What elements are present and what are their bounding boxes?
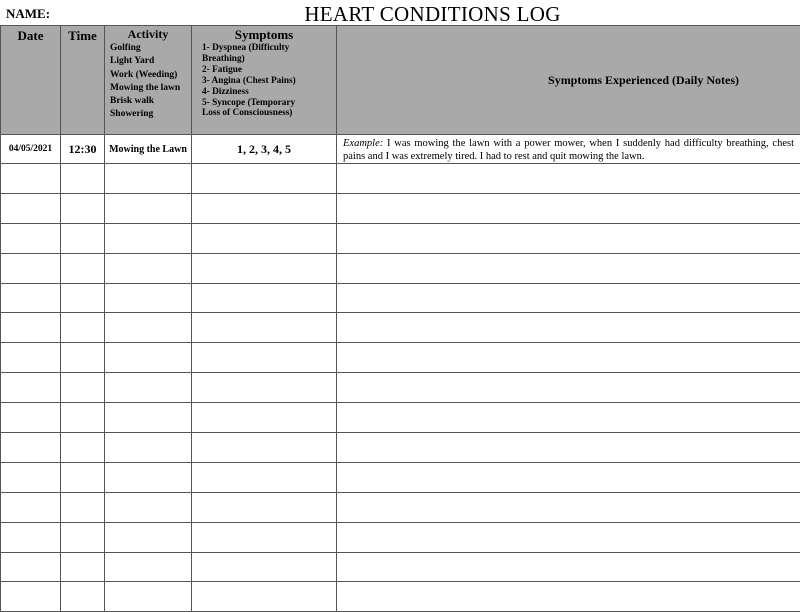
symptom-option: 1- Dyspnea (Difficulty <box>197 43 336 54</box>
symptom-option: Loss of Consciousness) <box>197 108 336 119</box>
symptoms-cell[interactable] <box>192 193 337 223</box>
activity-cell[interactable] <box>105 462 192 492</box>
log-row <box>1 164 800 194</box>
date-cell[interactable] <box>1 552 61 582</box>
notes-cell[interactable] <box>337 343 800 373</box>
column-header-time: Time <box>61 26 105 135</box>
log-row <box>1 552 800 582</box>
symptoms-cell[interactable] <box>192 313 337 343</box>
header-row <box>1 26 800 135</box>
activity-option: Showering <box>110 108 191 121</box>
activity-cell[interactable] <box>105 223 192 253</box>
log-row <box>1 313 800 343</box>
example-row <box>1 135 800 164</box>
symptoms-options-list <box>192 43 336 119</box>
example-notes[interactable] <box>337 135 800 164</box>
notes-cell[interactable] <box>337 552 800 582</box>
notes-cell[interactable] <box>337 253 800 283</box>
symptoms-cell[interactable] <box>192 462 337 492</box>
date-cell[interactable] <box>1 343 61 373</box>
activity-cell[interactable] <box>105 552 192 582</box>
example-notes-text: I was mowing the lawn with a power mower, when I suddenly had difficulty breathing, chest pains and I was extremely tired. I had to rest and quit mowing the lawn. <box>343 138 794 162</box>
symptoms-cell[interactable] <box>192 522 337 552</box>
activity-option: Light Yard <box>110 55 191 68</box>
activity-cell[interactable] <box>105 373 192 403</box>
time-cell[interactable] <box>61 313 105 343</box>
time-cell[interactable] <box>61 582 105 612</box>
name-label: NAME: <box>6 6 50 22</box>
notes-cell[interactable] <box>337 223 800 253</box>
log-table <box>0 25 800 612</box>
symptoms-cell[interactable] <box>192 223 337 253</box>
time-cell[interactable] <box>61 223 105 253</box>
symptoms-cell[interactable] <box>192 283 337 313</box>
activity-cell[interactable] <box>105 283 192 313</box>
date-cell[interactable] <box>1 403 61 433</box>
activity-cell[interactable] <box>105 313 192 343</box>
activity-cell[interactable] <box>105 253 192 283</box>
notes-cell[interactable] <box>337 582 800 612</box>
date-cell[interactable] <box>1 522 61 552</box>
activity-cell[interactable] <box>105 343 192 373</box>
date-cell[interactable] <box>1 582 61 612</box>
date-cell[interactable] <box>1 193 61 223</box>
activity-cell[interactable] <box>105 403 192 433</box>
time-cell[interactable] <box>61 522 105 552</box>
time-cell[interactable] <box>61 462 105 492</box>
activity-cell[interactable] <box>105 492 192 522</box>
log-row <box>1 193 800 223</box>
notes-cell[interactable] <box>337 283 800 313</box>
activity-cell[interactable] <box>105 164 192 194</box>
log-row <box>1 433 800 463</box>
log-row <box>1 492 800 522</box>
column-header-notes <box>337 26 800 135</box>
log-row <box>1 283 800 313</box>
example-time[interactable]: 12:30 <box>61 135 105 164</box>
column-header-symptoms <box>192 26 337 135</box>
symptoms-cell[interactable] <box>192 403 337 433</box>
date-cell[interactable] <box>1 492 61 522</box>
notes-cell[interactable] <box>337 403 800 433</box>
log-row <box>1 403 800 433</box>
symptoms-cell[interactable] <box>192 552 337 582</box>
example-date[interactable]: 04/05/2021 <box>1 135 61 164</box>
activity-option: Golfing <box>110 42 191 55</box>
date-cell[interactable] <box>1 164 61 194</box>
activity-cell[interactable] <box>105 522 192 552</box>
symptom-option: 5- Syncope (Temporary <box>197 98 336 109</box>
activity-option: Mowing the lawn <box>110 82 191 95</box>
example-label: Example: <box>343 138 383 149</box>
time-cell[interactable] <box>61 253 105 283</box>
symptom-option: Breathing) <box>197 54 336 65</box>
page-title: HEART CONDITIONS LOG <box>0 2 800 27</box>
column-header-date: Date <box>1 26 61 135</box>
notes-cell[interactable] <box>337 373 800 403</box>
activity-cell[interactable] <box>105 433 192 463</box>
date-cell[interactable] <box>1 253 61 283</box>
column-header-activity <box>105 26 192 135</box>
log-row <box>1 343 800 373</box>
log-row <box>1 223 800 253</box>
symptom-option: 2- Fatigue <box>197 65 336 76</box>
log-row <box>1 582 800 612</box>
date-cell[interactable] <box>1 283 61 313</box>
date-cell[interactable] <box>1 462 61 492</box>
time-cell[interactable] <box>61 193 105 223</box>
notes-cell[interactable] <box>337 193 800 223</box>
date-cell[interactable] <box>1 433 61 463</box>
activity-cell[interactable] <box>105 582 192 612</box>
date-cell[interactable] <box>1 313 61 343</box>
example-symptoms[interactable]: 1, 2, 3, 4, 5 <box>192 135 337 164</box>
example-activity[interactable]: Mowing the Lawn <box>105 135 192 164</box>
symptom-option: 4- Dizziness <box>197 87 336 98</box>
symptoms-cell[interactable] <box>192 433 337 463</box>
time-cell[interactable] <box>61 403 105 433</box>
activity-title: Activity <box>105 27 191 42</box>
symptoms-cell[interactable] <box>192 582 337 612</box>
notes-header-label: Symptoms Experienced (Daily Notes) <box>548 73 739 87</box>
activity-options-list <box>105 42 191 122</box>
time-cell[interactable] <box>61 283 105 313</box>
activity-option: Work (Weeding) <box>110 69 191 82</box>
date-cell[interactable] <box>1 373 61 403</box>
notes-cell[interactable] <box>337 462 800 492</box>
time-cell[interactable] <box>61 164 105 194</box>
symptoms-title: Symptoms <box>192 27 336 43</box>
activity-cell[interactable] <box>105 193 192 223</box>
symptoms-cell[interactable] <box>192 492 337 522</box>
symptoms-cell[interactable] <box>192 373 337 403</box>
symptom-option: 3- Angina (Chest Pains) <box>197 76 336 87</box>
time-cell[interactable] <box>61 433 105 463</box>
log-row <box>1 373 800 403</box>
notes-cell[interactable] <box>337 313 800 343</box>
symptoms-cell[interactable] <box>192 164 337 194</box>
notes-cell[interactable] <box>337 492 800 522</box>
log-row <box>1 522 800 552</box>
date-cell[interactable] <box>1 223 61 253</box>
time-cell[interactable] <box>61 373 105 403</box>
notes-cell[interactable] <box>337 433 800 463</box>
time-cell[interactable] <box>61 492 105 522</box>
log-row <box>1 462 800 492</box>
time-cell[interactable] <box>61 343 105 373</box>
symptoms-cell[interactable] <box>192 253 337 283</box>
log-row <box>1 253 800 283</box>
notes-cell[interactable] <box>337 522 800 552</box>
time-cell[interactable] <box>61 552 105 582</box>
notes-cell[interactable] <box>337 164 800 194</box>
symptoms-cell[interactable] <box>192 343 337 373</box>
activity-option: Brisk walk <box>110 95 191 108</box>
